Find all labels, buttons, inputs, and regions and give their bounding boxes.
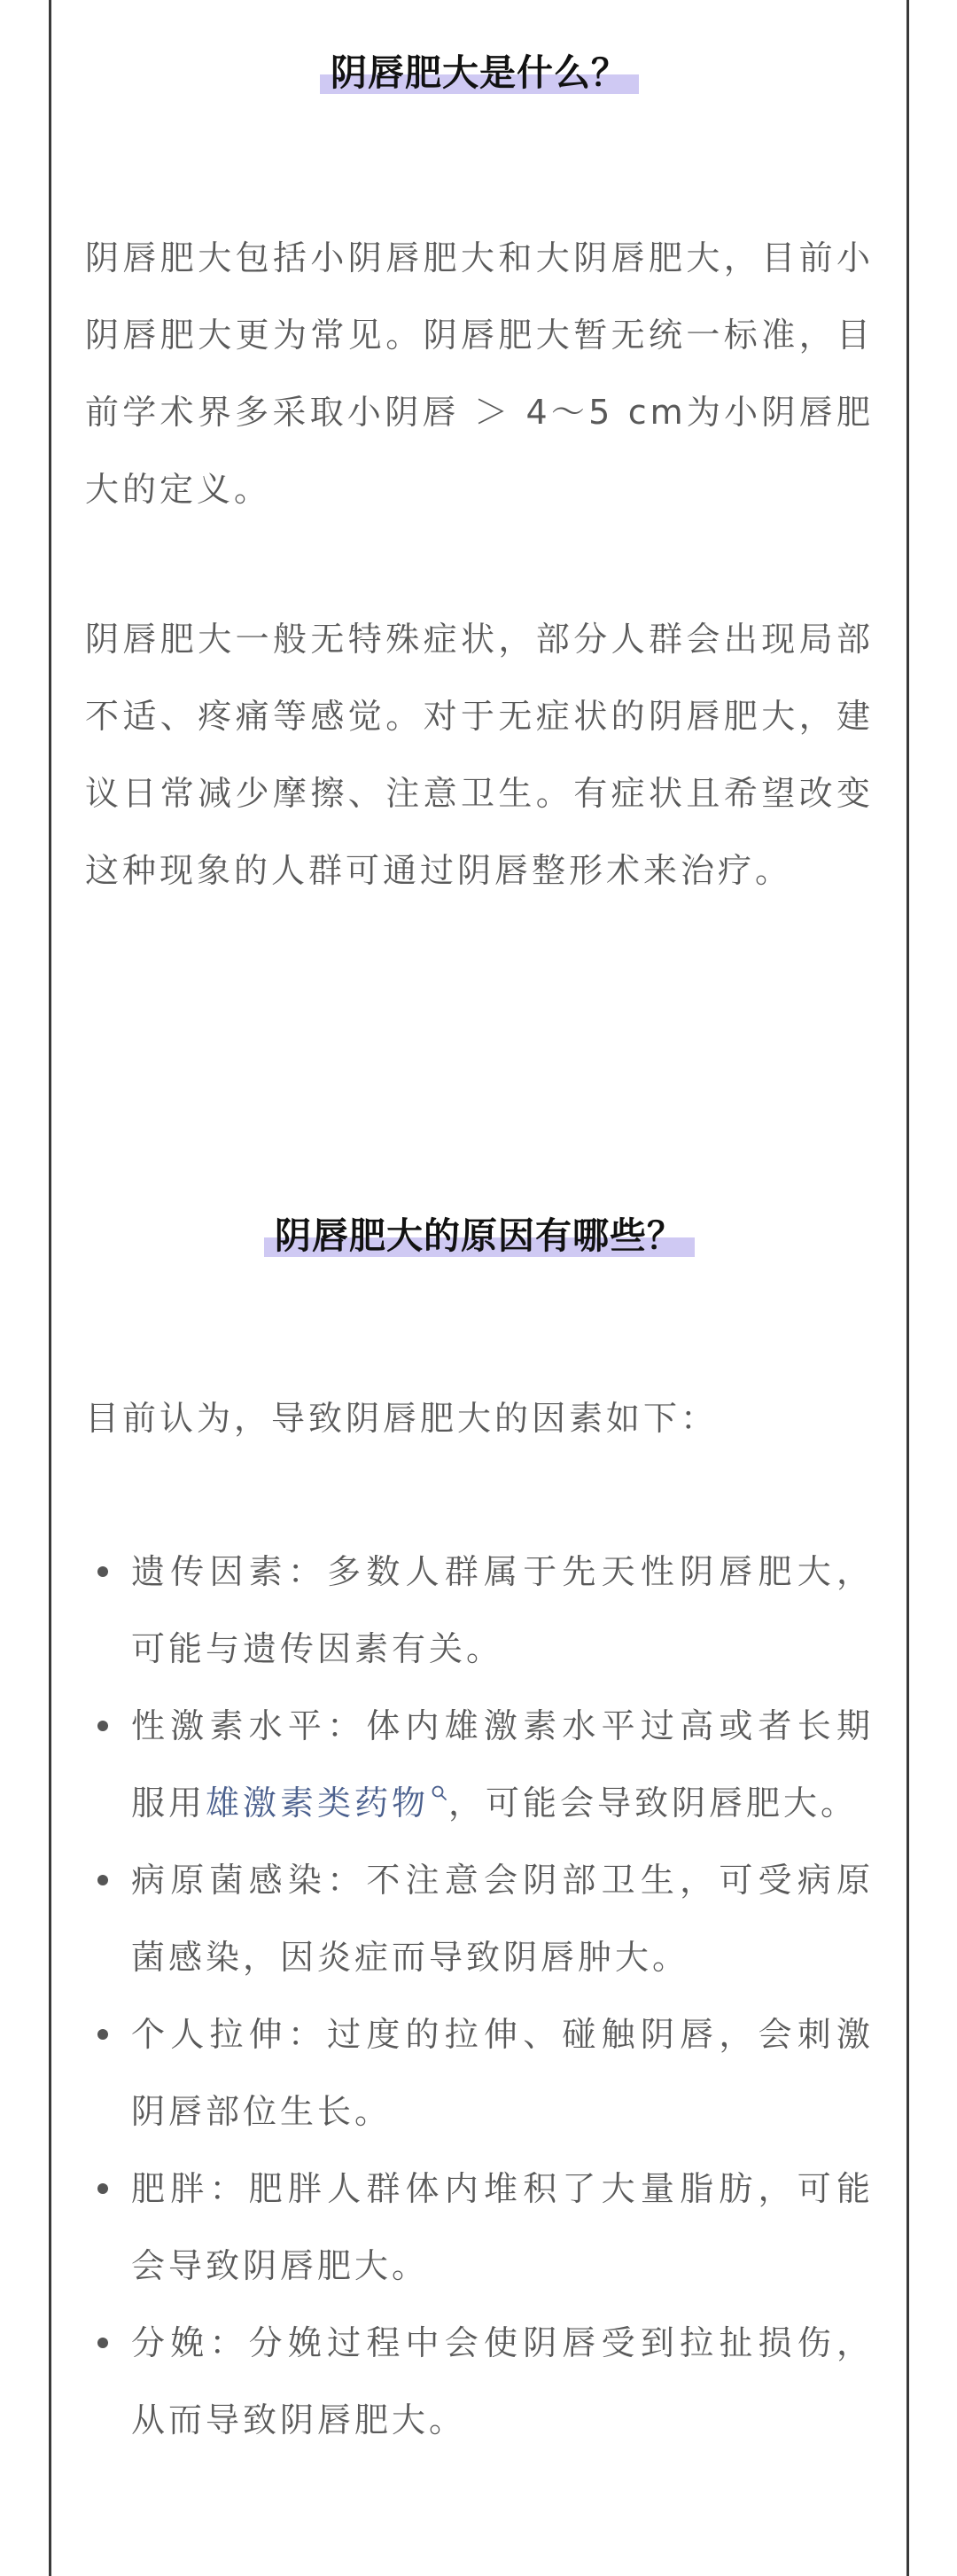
section-1-title: 阴唇肥大是什么？ <box>331 51 628 94</box>
article-body <box>85 0 874 2567</box>
bullet-icon <box>97 1875 108 1885</box>
bullet-icon <box>97 2183 108 2194</box>
list-item <box>85 2151 874 2305</box>
list-item-text: 个人拉伸：过度的拉伸、碰触阴唇，会刺激阴唇部位生长。 <box>131 2015 874 2131</box>
bullet-icon <box>97 1566 108 1577</box>
list-item <box>85 1842 874 1996</box>
list-item-text-after: ，可能会导致阴唇肥大。 <box>448 1784 859 1823</box>
list-item <box>85 1534 874 1688</box>
search-icon[interactable] <box>431 1784 448 1802</box>
list-item-text: 病原菌感染：不注意会阴部卫生，可受病原菌感染，因炎症而导致阴唇肿大。 <box>131 1861 874 1977</box>
list-item <box>85 1996 874 2151</box>
list-item <box>85 2305 874 2459</box>
section-1-heading <box>320 46 639 99</box>
bullet-icon <box>97 2029 108 2040</box>
list-item-text: 分娩：分娩过程中会使阴唇受到拉扯损伤，从而导致阴唇肥大。 <box>131 2323 874 2439</box>
list-item-text: 遗传因素：多数人群属于先天性阴唇肥大，可能与遗传因素有关。 <box>131 1552 874 1668</box>
list-item-text-before: 性激素水平：体内雄激素水平过高或者长期服用 <box>131 1706 874 1823</box>
section-2-title: 阴唇肥大的原因有哪些？ <box>275 1214 684 1257</box>
bullet-icon <box>97 2338 108 2348</box>
section-1-paragraph-1: 阴唇肥大包括小阴唇肥大和大阴唇肥大，目前小阴唇肥大更为常见。阴唇肥大暂无统一标准，目前学术界多采取小阴唇 ＞ 4～5 cm为小阴唇肥大的定义。 <box>85 238 874 509</box>
section-2-intro: 目前认为，导致阴唇肥大的因素如下： <box>85 1399 719 1438</box>
drug-link[interactable]: 雄激素类药物 <box>206 1784 430 1823</box>
section-2-heading-wrap <box>85 1209 874 1262</box>
section-2-heading <box>264 1209 695 1262</box>
section-1-heading-wrap <box>85 46 874 99</box>
section-1-paragraph-2: 阴唇肥大一般无特殊症状，部分人群会出现局部不适、疼痛等感觉。对于无症状的阴唇肥大，建议日常减少摩擦、注意卫生。有症状且希望改变这种现象的人群可通过阴唇整形术来治疗。 <box>85 620 874 890</box>
causes-list <box>85 1534 874 2459</box>
bullet-icon <box>97 1721 108 1731</box>
list-item-text: 肥胖：肥胖人群体内堆积了大量脂肪，可能会导致阴唇肥大。 <box>131 2169 874 2285</box>
list-item <box>85 1688 874 1842</box>
